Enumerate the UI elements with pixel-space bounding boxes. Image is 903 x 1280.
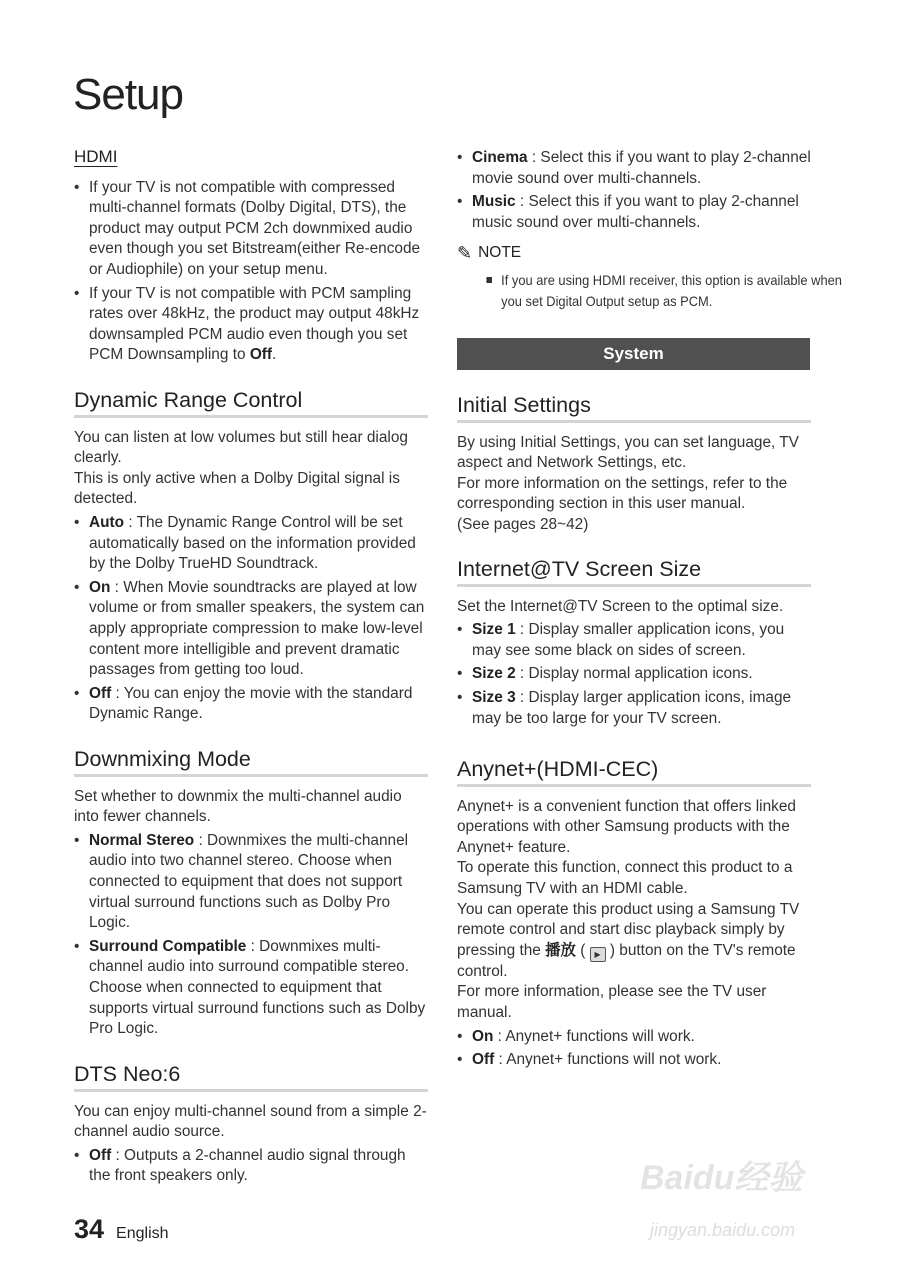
bold-term: Off xyxy=(472,1051,495,1069)
pencil-note-icon: ✎ xyxy=(457,243,473,264)
section xyxy=(457,395,811,536)
page-footer xyxy=(74,1214,169,1245)
section xyxy=(457,559,811,729)
bullet-item xyxy=(457,148,811,189)
bold-term: Size 3 xyxy=(472,688,516,706)
section xyxy=(457,145,842,312)
section xyxy=(74,147,428,366)
text: : When Movie soundtracks are played at low volume or from smaller speakers, the system can apply appropriate compression to make low-level content more intelligible and prevent dramatic passages from getting too loud. xyxy=(89,578,425,679)
section-heading: HDMI xyxy=(74,147,118,166)
bold-term: On xyxy=(472,1027,494,1045)
bold-term: Cinema xyxy=(472,149,528,166)
baidu-watermark-url: jingyan.baidu.com xyxy=(650,1220,796,1240)
paragraph xyxy=(74,787,428,828)
section xyxy=(74,1064,428,1187)
text: : Display smaller application icons, you may see some black on sides of screen. xyxy=(472,621,785,659)
text: You can enjoy multi-channel sound from a simple 2-channel audio source. xyxy=(74,1102,427,1141)
paragraph xyxy=(457,900,811,983)
bullet-item xyxy=(74,513,428,575)
paragraph xyxy=(74,428,428,469)
section-heading: Anynet+(HDMI-CEC) xyxy=(457,759,811,787)
bullet-item xyxy=(457,664,811,685)
section-heading: Downmixing Mode xyxy=(74,749,428,777)
bullet-item xyxy=(74,578,428,681)
text: : Select this if you want to play 2-channel movie sound over multi-channels. xyxy=(472,149,811,187)
paragraph xyxy=(74,469,428,510)
bullet-item xyxy=(74,284,428,366)
system-section-bar: System xyxy=(457,338,810,370)
bullet-item xyxy=(74,937,428,1040)
bullet-item xyxy=(457,1050,811,1071)
text: : Anynet+ functions will work. xyxy=(493,1027,695,1045)
text: NOTE xyxy=(478,244,522,262)
bullet-item xyxy=(74,178,428,281)
text: : The Dynamic Range Control will be set automatically based on the information provided by the Dolby TrueHD Soundtrack. xyxy=(89,513,416,573)
play-button-icon: ▶ xyxy=(590,947,606,962)
bold-term: Auto xyxy=(89,513,125,531)
paragraph xyxy=(457,858,811,899)
text: ) button on the TV's remote control. xyxy=(457,941,796,980)
text: If your TV is not compatible with PCM sampling rates over 48kHz, the product may output 48kHz downsampled PCM audio even though you set PCM Downsampling to xyxy=(89,284,420,364)
paragraph xyxy=(457,597,811,618)
note-item xyxy=(457,270,851,312)
bullet-item xyxy=(74,684,428,725)
text: Set whether to downmix the multi-channel audio into fewer channels. xyxy=(74,787,402,826)
bold-term: Surround Compatible xyxy=(89,937,247,955)
bullet-item xyxy=(457,192,811,233)
text: : Display normal application icons. xyxy=(515,665,753,683)
bullet-item xyxy=(74,1146,428,1187)
section-heading: DTS Neo:6 xyxy=(74,1064,428,1092)
text: : Downmixes the multi-channel audio into two channel stereo. Choose when connected to equipment that does not support virtual surround functions such as Dolby Pro Logic. xyxy=(89,831,409,932)
section-heading: Internet@TV Screen Size xyxy=(457,559,811,587)
text: If your TV is not compatible with compressed multi-channel formats (Dolby Digital, DTS), the product may output PCM 2ch downmixed audio even though you set Bitstream(either Re-encode or Audiophile) on your setup menu. xyxy=(89,178,421,278)
bold-term: 播放 xyxy=(545,941,576,959)
section xyxy=(74,390,428,725)
section xyxy=(74,749,428,1040)
baidu-watermark-logo: Baidu经验 xyxy=(640,1159,803,1197)
page-title: Setup xyxy=(73,70,183,119)
text: : Display larger application icons, image may be too large for your TV screen. xyxy=(472,688,792,727)
text: If you are using HDMI receiver, this option is available when you set Digital Output setup as PCM. xyxy=(501,271,842,309)
bold-term: Size 1 xyxy=(472,621,516,639)
paragraph xyxy=(457,982,811,1023)
text: Anynet+ is a convenient function that offers linked operations with other Samsung products with the Anynet+ feature. xyxy=(457,797,796,856)
bold-term: Off xyxy=(249,346,273,364)
text: (See pages 28~42) xyxy=(457,515,589,533)
text: : Outputs a 2-channel audio signal through the front speakers only. xyxy=(89,1146,406,1185)
text: You can operate this product using a Samsung TV remote control and start disc playback simply by pressing the xyxy=(457,900,800,959)
bold-term: On xyxy=(89,578,111,596)
page-number: 34 xyxy=(74,1214,105,1244)
paragraph xyxy=(74,1102,428,1143)
bullet-item xyxy=(457,688,811,729)
paragraph xyxy=(457,474,811,515)
bullet-item xyxy=(457,1027,811,1048)
footer-language: English xyxy=(116,1225,169,1242)
text: : You can enjoy the movie with the standard Dynamic Range. xyxy=(89,684,413,723)
bold-term: Off xyxy=(89,1146,112,1164)
section xyxy=(457,759,811,1071)
bold-term: Size 2 xyxy=(472,665,516,683)
text: This is only active when a Dolby Digital signal is detected. xyxy=(74,469,400,508)
text: For more information on the settings, refer to the corresponding section in this user manual. xyxy=(457,474,788,513)
note-heading xyxy=(457,243,811,264)
section-heading: Initial Settings xyxy=(457,395,811,423)
text: : Anynet+ functions will not work. xyxy=(494,1051,722,1069)
bold-term: Music xyxy=(472,193,516,211)
text: Set the Internet@TV Screen to the optimal size. xyxy=(457,597,784,615)
text: : Select this if you want to play 2-channel music sound over multi-channels. xyxy=(472,193,799,231)
bullet-item xyxy=(74,831,428,934)
bold-term: Off xyxy=(89,684,112,702)
text: . xyxy=(272,346,277,364)
section-heading: Dynamic Range Control xyxy=(74,390,428,418)
paragraph xyxy=(457,515,811,536)
text: You can listen at low volumes but still hear dialog clearly. xyxy=(74,428,408,467)
text: By using Initial Settings, you can set language, TV aspect and Network Settings, etc. xyxy=(457,433,799,472)
text: : Downmixes multi-channel audio into surround compatible stereo. Choose when connected to equipment that supports virtual surround functions such as Dolby Pro Logic. xyxy=(89,937,426,1038)
paragraph xyxy=(457,797,811,859)
text: To operate this function, connect this product to a Samsung TV with an HDMI cable. xyxy=(457,859,793,897)
text: ( xyxy=(575,941,590,959)
paragraph xyxy=(457,433,811,474)
bullet-item xyxy=(457,620,811,661)
text: For more information, please see the TV user manual. xyxy=(457,983,767,1021)
bold-term: Normal Stereo xyxy=(89,831,195,849)
